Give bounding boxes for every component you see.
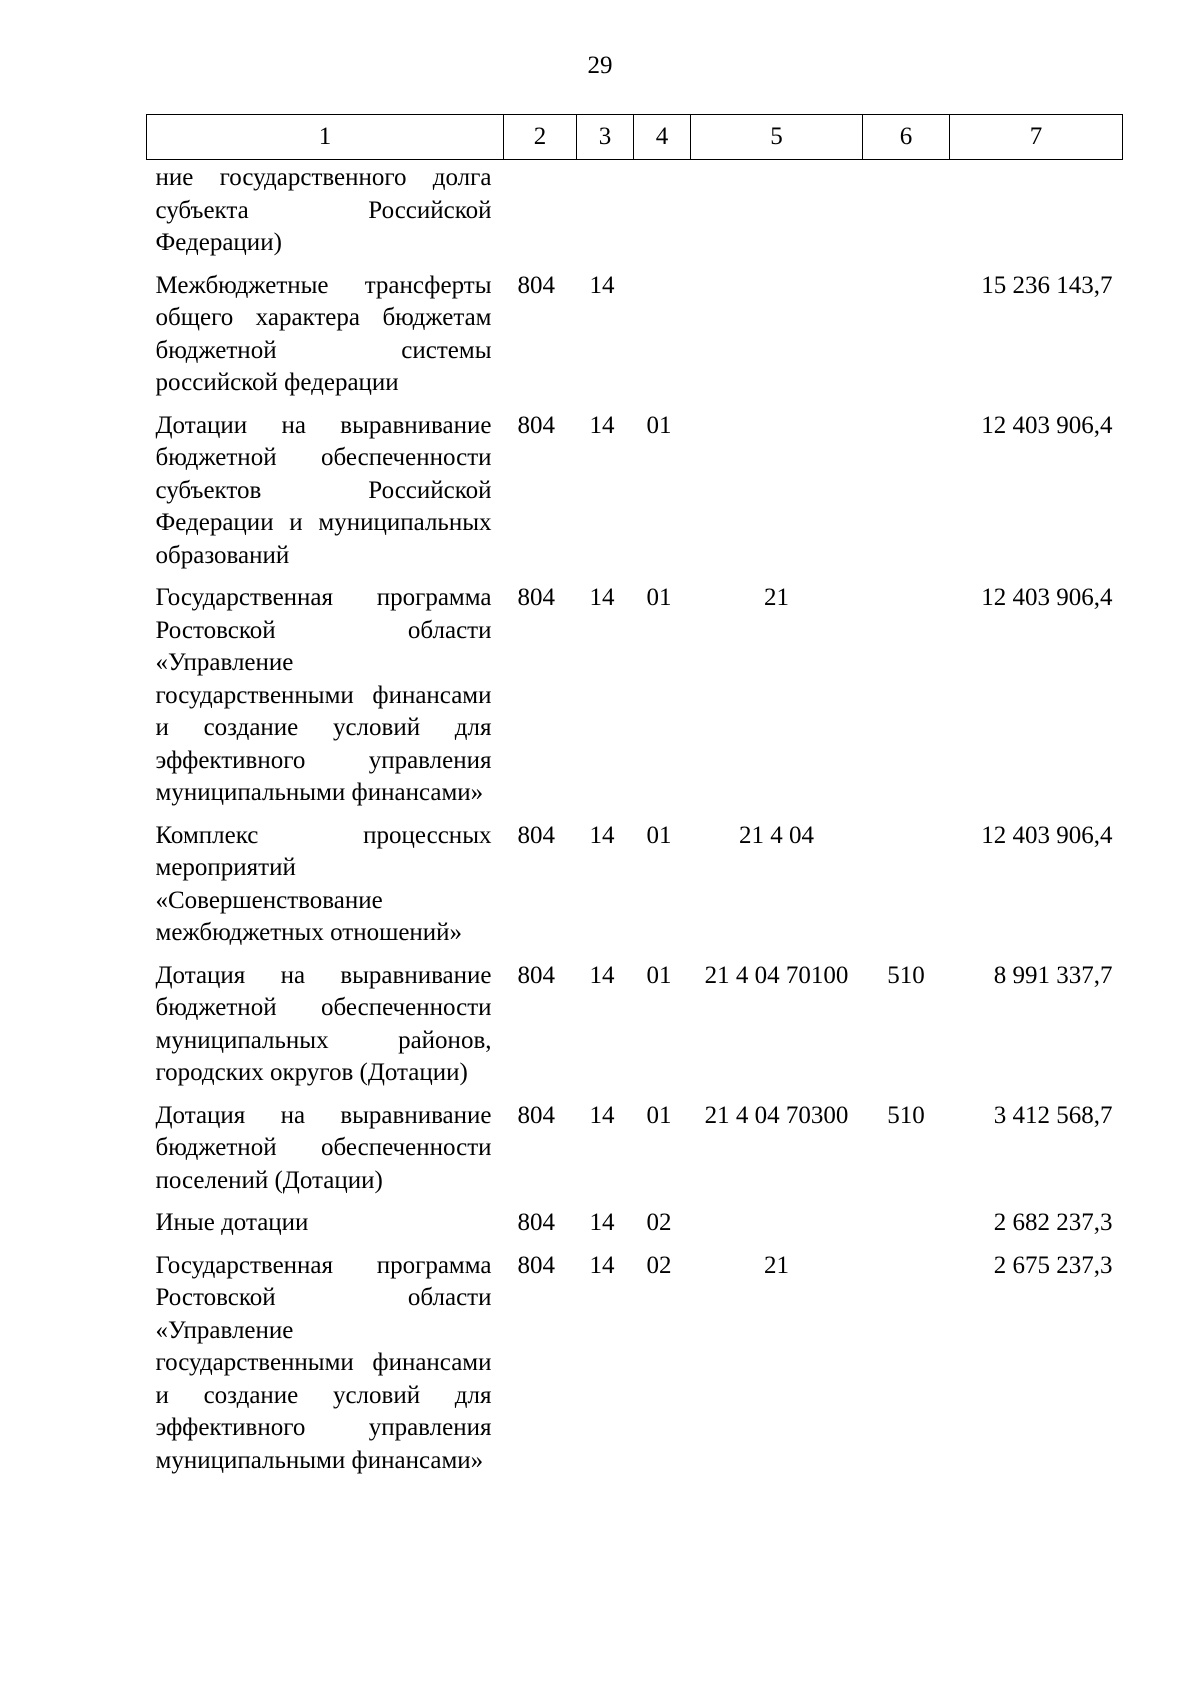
row-col-4: 01 bbox=[646, 821, 672, 849]
header-row bbox=[147, 115, 1123, 160]
header-col-6: 6 bbox=[863, 115, 950, 160]
row-col-3: 14 bbox=[589, 271, 615, 299]
row-col-4: 01 bbox=[646, 584, 672, 611]
row-col-5 bbox=[691, 270, 863, 410]
row-col-2: 804 bbox=[517, 271, 555, 299]
row-col-5 bbox=[691, 160, 863, 270]
row-amount: 8 991 337,7 bbox=[993, 961, 1113, 989]
row-col-2 bbox=[504, 160, 577, 270]
row-name: ние государственного долга субъекта Российской Федерации) bbox=[155, 164, 492, 256]
row-col-6 bbox=[863, 1207, 950, 1250]
table-row bbox=[147, 1250, 1123, 1488]
row-col-6: 510 bbox=[887, 1101, 925, 1129]
row-col-2: 804 bbox=[517, 1209, 555, 1236]
row-amount: 12 403 906,4 bbox=[981, 584, 1113, 611]
row-col-2: 804 bbox=[517, 821, 555, 849]
page-number: 29 bbox=[587, 52, 613, 79]
row-col-2: 804 bbox=[517, 1101, 555, 1129]
row-col-6 bbox=[863, 1250, 950, 1488]
row-col-4 bbox=[634, 270, 691, 410]
row-col-4: 01 bbox=[646, 411, 672, 439]
row-col-5 bbox=[691, 1207, 863, 1250]
row-col-5: 21 bbox=[764, 1251, 789, 1279]
row-name: Государственная программа Ростовской области «Управление государственными финансами и создание условий для эффективного управления муниципальными финансами» bbox=[155, 1251, 492, 1474]
table-row bbox=[147, 410, 1123, 583]
row-col-3: 14 bbox=[589, 1209, 615, 1236]
row-col-3: 14 bbox=[589, 411, 615, 439]
table-row bbox=[147, 160, 1123, 270]
row-name: Дотации на выравнивание бюджетной обеспеченности субъектов Российской Федерации и муниципальных образований bbox=[155, 411, 492, 569]
table-row bbox=[147, 1100, 1123, 1208]
row-amount: 3 412 568,7 bbox=[993, 1101, 1113, 1129]
row-col-4: 01 bbox=[646, 1101, 672, 1129]
budget-table bbox=[146, 114, 1123, 1487]
row-col-6: 510 bbox=[887, 961, 925, 989]
row-col-3: 14 bbox=[589, 1101, 615, 1129]
table-row bbox=[147, 1207, 1123, 1250]
row-col-5: 21 4 04 bbox=[739, 821, 814, 849]
row-col-4 bbox=[634, 160, 691, 270]
header-col-3: 3 bbox=[577, 115, 634, 160]
row-col-3: 14 bbox=[589, 961, 615, 989]
row-amount: 2 682 237,3 bbox=[993, 1209, 1113, 1236]
table-row bbox=[147, 820, 1123, 960]
row-col-6 bbox=[863, 270, 950, 410]
row-col-6 bbox=[863, 410, 950, 583]
row-name: Иные дотации bbox=[155, 1209, 309, 1236]
row-amount: 2 675 237,3 bbox=[993, 1251, 1113, 1279]
table-row bbox=[147, 960, 1123, 1100]
header-col-5: 5 bbox=[691, 115, 863, 160]
row-col-4: 01 bbox=[646, 961, 672, 989]
row-col-5: 21 4 04 70100 bbox=[704, 961, 849, 989]
row-name: Дотация на выравнивание бюджетной обеспеченности поселений (Дотации) bbox=[155, 1101, 492, 1194]
row-col-3 bbox=[577, 160, 634, 270]
row-amount: 12 403 906,4 bbox=[981, 411, 1113, 439]
table-row bbox=[147, 270, 1123, 410]
header-col-7: 7 bbox=[950, 115, 1123, 160]
row-col-5: 21 bbox=[764, 584, 789, 611]
header-col-1: 1 bbox=[147, 115, 504, 160]
row-col-2: 804 bbox=[517, 961, 555, 989]
table-body bbox=[147, 160, 1123, 1488]
table-row bbox=[147, 582, 1123, 820]
row-col-3: 14 bbox=[589, 821, 615, 849]
table-header bbox=[147, 115, 1123, 160]
row-col-6 bbox=[863, 582, 950, 820]
row-col-6 bbox=[863, 820, 950, 960]
row-col-5: 21 4 04 70300 bbox=[704, 1101, 849, 1129]
row-amount: 15 236 143,7 bbox=[981, 271, 1113, 299]
row-col-2: 804 bbox=[517, 1251, 555, 1279]
row-name: Комплекс процессных мероприятий «Совершенствование межбюджетных отношений» bbox=[155, 821, 492, 946]
row-col-4: 02 bbox=[646, 1251, 672, 1279]
header-col-2: 2 bbox=[504, 115, 577, 160]
row-name: Дотация на выравнивание бюджетной обеспеченности муниципальных районов, городских округов (Дотации) bbox=[155, 961, 492, 1086]
row-name: Государственная программа Ростовской области «Управление государственными финансами и создание условий для эффективного управления муниципальными финансами» bbox=[155, 584, 492, 806]
row-col-4: 02 bbox=[646, 1209, 672, 1236]
row-name: Межбюджетные трансферты общего характера бюджетам бюджетной системы российской федерации bbox=[155, 271, 492, 396]
row-col-5 bbox=[691, 410, 863, 583]
row-col-3: 14 bbox=[589, 584, 615, 611]
row-col-2: 804 bbox=[517, 411, 555, 439]
header-col-4: 4 bbox=[634, 115, 691, 160]
row-col-3: 14 bbox=[589, 1251, 615, 1279]
row-amount: 12 403 906,4 bbox=[981, 821, 1113, 849]
row-amount bbox=[950, 160, 1123, 270]
row-col-6 bbox=[863, 160, 950, 270]
row-col-2: 804 bbox=[517, 584, 555, 611]
